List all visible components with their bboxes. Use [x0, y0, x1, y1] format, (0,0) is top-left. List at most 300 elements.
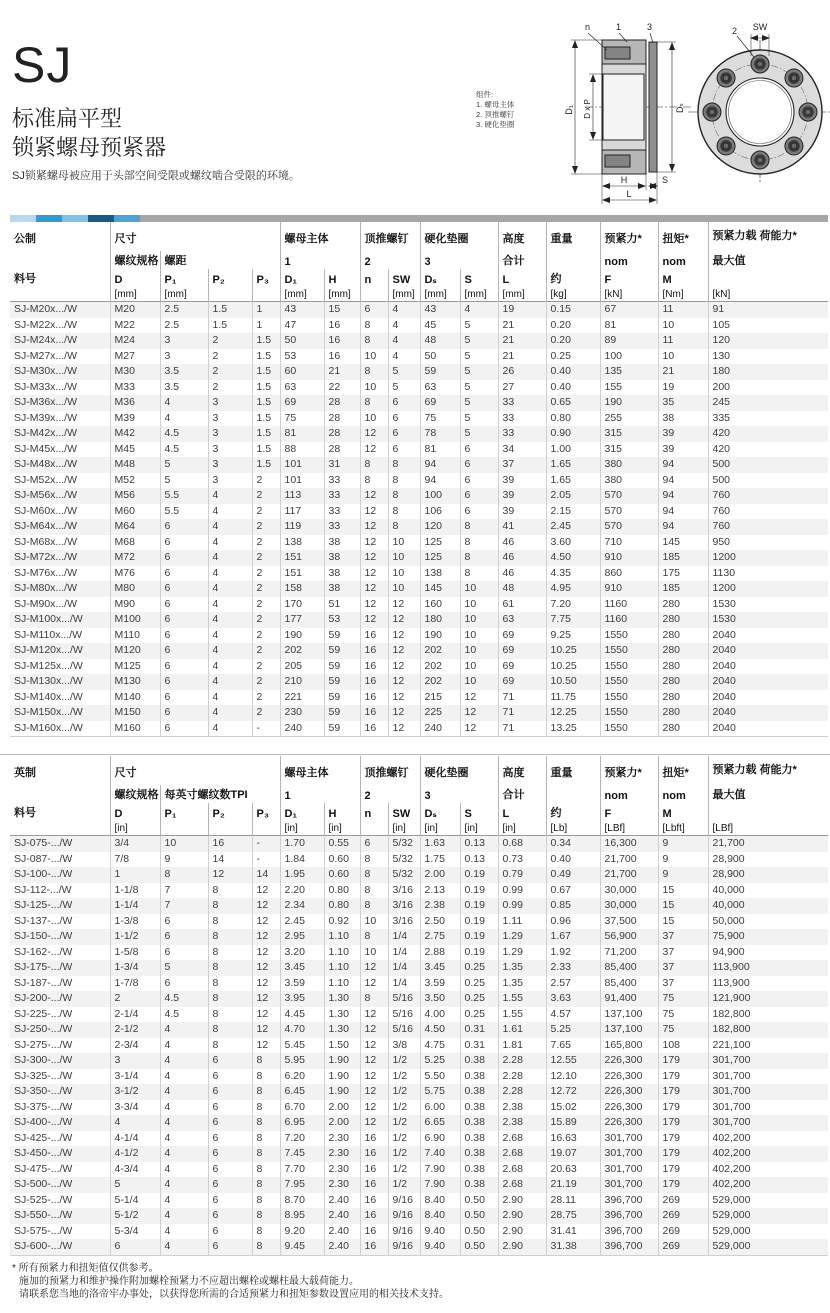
col-D1: D₁ — [280, 269, 324, 287]
table-cell: 1.84 — [280, 852, 324, 868]
cell-partno: SJ-M68x.../W — [14, 535, 78, 548]
table-cell: 12 — [252, 991, 280, 1007]
table-cell: 1-1/2 — [110, 929, 160, 945]
table-cell: M22 — [110, 318, 160, 334]
group-height: 高度 — [498, 756, 546, 785]
table-cell: 4 — [208, 504, 252, 520]
table-cell: 28 — [324, 442, 360, 458]
table-cell: 1.00 — [546, 442, 600, 458]
table-cell: 4 — [160, 1193, 208, 1209]
table-cell: 315 — [600, 442, 658, 458]
sub-total: 合计 — [498, 251, 546, 269]
table-cell: 5 — [160, 457, 208, 473]
subgroup-header-row — [10, 251, 828, 269]
table-cell: 12 — [460, 705, 498, 721]
table-cell: 1130 — [708, 566, 828, 582]
table-cell: 1/2 — [388, 1177, 420, 1193]
table-cell: 2.68 — [498, 1131, 546, 1147]
table-cell: 1.61 — [498, 1022, 546, 1038]
table-cell: 10 — [388, 535, 420, 551]
table-cell: 33 — [498, 426, 546, 442]
table-cell: 1.5 — [252, 364, 280, 380]
table-cell: 190 — [420, 628, 460, 644]
table-cell: 1/2 — [388, 1100, 420, 1116]
label-l: L — [626, 189, 632, 199]
table-cell: 396,700 — [600, 1208, 658, 1224]
table-cell: 301,700 — [708, 1069, 828, 1085]
table-cell: M42 — [110, 426, 160, 442]
legend-title: 组件: — [476, 90, 494, 99]
table-cell: 1.81 — [498, 1038, 546, 1054]
table-cell: 12 — [388, 628, 420, 644]
table-cell: 8 — [360, 867, 388, 883]
table-cell: 10.50 — [546, 674, 600, 690]
table-cell: 130 — [708, 349, 828, 365]
table-cell: 4 — [208, 612, 252, 628]
table-cell: 2.68 — [498, 1162, 546, 1178]
table-cell: 117 — [280, 504, 324, 520]
table-cell: 6 — [460, 473, 498, 489]
table-cell: 12 — [252, 1038, 280, 1054]
table-cell: 71 — [498, 690, 546, 706]
table-cell: 53 — [324, 612, 360, 628]
sub-3: 3 — [420, 785, 498, 803]
cell-partno: SJ-M100x.../W — [14, 613, 83, 625]
table-cell: 1.92 — [546, 945, 600, 961]
cell-partno: SJ-M33x.../W — [14, 380, 78, 393]
table-cell: 12 — [360, 1053, 388, 1069]
table-cell: 1.5 — [252, 426, 280, 442]
table-cell: 1.30 — [324, 1007, 360, 1023]
table-cell: 69 — [498, 643, 546, 659]
table-cell: 2.90 — [498, 1208, 546, 1224]
table-cell: 38 — [324, 581, 360, 597]
table-cell: 9/16 — [388, 1239, 420, 1255]
table-cell: 1.5 — [252, 349, 280, 365]
table-cell: 11 — [658, 302, 708, 318]
table-cell: 6 — [160, 674, 208, 690]
table-cell: 12 — [360, 581, 388, 597]
table-cell: 1.5 — [252, 333, 280, 349]
table-cell: 16 — [360, 1131, 388, 1147]
table-cell: 165,800 — [600, 1038, 658, 1054]
table-cell: 0.19 — [460, 898, 498, 914]
table-cell: 39 — [498, 473, 546, 489]
table-cell: 5 — [388, 380, 420, 396]
table-cell: 301,700 — [600, 1177, 658, 1193]
table-cell: 12 — [360, 566, 388, 582]
table-cell: 101 — [280, 457, 324, 473]
table-cell: 179 — [658, 1100, 708, 1116]
table-cell: 50 — [280, 333, 324, 349]
table-cell: 0.13 — [460, 836, 498, 852]
table-cell: 5 — [460, 380, 498, 396]
table-cell: 3 — [208, 395, 252, 411]
table-cell: 3 — [160, 333, 208, 349]
page-title — [12, 104, 166, 162]
table-cell: 12 — [360, 1115, 388, 1131]
table-cell: 4-1/4 — [110, 1131, 160, 1147]
table-cell: 8.95 — [280, 1208, 324, 1224]
table-cell: 16 — [360, 721, 388, 737]
table-cell: 138 — [280, 535, 324, 551]
table-cell: 12 — [360, 426, 388, 442]
table-cell: 4 — [160, 1162, 208, 1178]
table-cell: M140 — [110, 690, 160, 706]
table-cell: 2.40 — [324, 1224, 360, 1240]
cell-partno: SJ-300-.../W — [14, 1054, 73, 1066]
table-cell: 1.75 — [420, 852, 460, 868]
col-n: n — [360, 803, 388, 821]
table-cell: 3 — [208, 457, 252, 473]
table-cell: 402,200 — [708, 1146, 828, 1162]
table-cell: 6 — [208, 1115, 252, 1131]
table-cell: M150 — [110, 705, 160, 721]
table-cell: 4.5 — [160, 426, 208, 442]
table-cell: 1 — [110, 867, 160, 883]
table-cell: 1.10 — [324, 945, 360, 961]
table-cell: 269 — [658, 1239, 708, 1255]
table-cell: 33 — [324, 504, 360, 520]
table-cell: 0.19 — [460, 929, 498, 945]
cell-partno: SJ-M20x.../W — [14, 303, 78, 315]
cell-partno: SJ-M22x.../W — [14, 318, 78, 331]
table-cell: 5/32 — [388, 852, 420, 868]
table-cell: 2 — [252, 674, 280, 690]
table-cell: 10.25 — [546, 659, 600, 675]
table-cell: 202 — [420, 674, 460, 690]
table-cell: 4 — [160, 395, 208, 411]
table-cell: 1-1/4 — [110, 898, 160, 914]
table-cell: 0.38 — [460, 1084, 498, 1100]
table-cell: 94 — [658, 473, 708, 489]
table-cell: 221 — [280, 690, 324, 706]
table-cell: 100 — [420, 488, 460, 504]
table-row — [10, 690, 828, 706]
table-cell: 6 — [160, 597, 208, 613]
table-cell: 180 — [708, 364, 828, 380]
sub-total: 合计 — [498, 785, 546, 803]
table-cell: M120 — [110, 643, 160, 659]
table-cell: 33 — [324, 488, 360, 504]
table-cell: - — [252, 721, 280, 737]
table-cell: 3/8 — [388, 1038, 420, 1054]
label-sw: SW — [752, 22, 768, 32]
table-cell: 3/16 — [388, 898, 420, 914]
table-cell: 10 — [460, 659, 498, 675]
table-row — [10, 457, 828, 473]
table-cell: 2.30 — [324, 1146, 360, 1162]
table-cell: 12 — [360, 1100, 388, 1116]
table-cell: 3.45 — [420, 960, 460, 976]
table-cell: 16 — [360, 690, 388, 706]
table-cell: 8 — [388, 504, 420, 520]
col-approx: 约 — [546, 803, 600, 821]
page-header — [0, 0, 830, 215]
table-cell: 0.50 — [460, 1193, 498, 1209]
table-cell: 12.55 — [546, 1053, 600, 1069]
table-cell: 1550 — [600, 643, 658, 659]
table-cell: 4 — [388, 349, 420, 365]
table-cell: 4.95 — [546, 581, 600, 597]
table-cell: 4.50 — [420, 1022, 460, 1038]
table-cell: 63 — [498, 612, 546, 628]
cell-partno: SJ-112-.../W — [14, 883, 72, 896]
sub-nom-m: nom — [658, 785, 708, 803]
group-nut-body: 螺母主体 — [280, 222, 360, 251]
table-row — [10, 535, 828, 551]
cell-partno: SJ-175-.../W — [14, 961, 73, 973]
cell-partno: SJ-M160x.../W — [14, 721, 83, 734]
table-cell: 16 — [208, 836, 252, 852]
table-cell: 7.90 — [420, 1162, 460, 1178]
table-cell: 1.30 — [324, 991, 360, 1007]
table-cell: 2.45 — [546, 519, 600, 535]
table-cell: 202 — [420, 643, 460, 659]
table-cell: 16 — [360, 643, 388, 659]
table-cell: 16 — [324, 333, 360, 349]
table-cell: 2.28 — [498, 1053, 546, 1069]
table-cell: 3.20 — [280, 945, 324, 961]
table-row — [10, 960, 828, 976]
table-cell: 10.25 — [546, 643, 600, 659]
table-cell: 1.29 — [498, 945, 546, 961]
table-cell: 8 — [160, 867, 208, 883]
table-cell: 21,700 — [600, 852, 658, 868]
table-cell: 47 — [280, 318, 324, 334]
table-cell: 3.63 — [546, 991, 600, 1007]
table-cell: 2 — [252, 643, 280, 659]
table-cell: 910 — [600, 550, 658, 566]
table-cell: 19 — [658, 380, 708, 396]
table-cell: 71 — [498, 721, 546, 737]
table-row — [10, 473, 828, 489]
cell-partno: SJ-600-.../W — [14, 1240, 73, 1252]
table-cell: 280 — [658, 674, 708, 690]
table-cell: 0.50 — [460, 1239, 498, 1255]
table-cell: 38 — [658, 411, 708, 427]
table-cell: M130 — [110, 674, 160, 690]
table-cell: 0.25 — [460, 991, 498, 1007]
table-cell: 22 — [324, 380, 360, 396]
table-cell: 4 — [160, 1146, 208, 1162]
metric-table-body — [10, 302, 828, 737]
table-cell: 1.63 — [420, 836, 460, 852]
label-ds: Dₛ — [675, 103, 685, 113]
table-cell: 8 — [460, 566, 498, 582]
table-cell: 5.75 — [420, 1084, 460, 1100]
table-row — [10, 721, 828, 737]
table-cell: 0.68 — [498, 836, 546, 852]
cell-partno: SJ-225-.../W — [14, 1007, 73, 1020]
table-cell: 4 — [388, 302, 420, 318]
table-cell: 39 — [658, 426, 708, 442]
table-row — [10, 504, 828, 520]
table-cell: 155 — [600, 380, 658, 396]
col-S: S — [460, 269, 498, 287]
brand-bar-segment — [88, 215, 114, 222]
table-row — [10, 1177, 828, 1193]
table-cell: 21,700 — [600, 867, 658, 883]
table-cell: 2 — [252, 628, 280, 644]
label-s: S — [662, 175, 669, 185]
table-cell: 3/16 — [388, 914, 420, 930]
table-cell: 4 — [160, 1084, 208, 1100]
table-cell: 21 — [498, 333, 546, 349]
table-cell: 15.89 — [546, 1115, 600, 1131]
table-cell: 1-7/8 — [110, 976, 160, 992]
table-cell: 280 — [658, 721, 708, 737]
table-cell: 2.00 — [420, 867, 460, 883]
table-cell: 3 — [208, 411, 252, 427]
table-cell: 46 — [498, 566, 546, 582]
table-cell: 7.20 — [280, 1131, 324, 1147]
col-P3: P₃ — [252, 803, 280, 821]
table-cell: 26 — [498, 364, 546, 380]
table-cell: 8 — [208, 898, 252, 914]
table-cell: 4 — [110, 1115, 160, 1131]
table-row — [10, 333, 828, 349]
table-cell: 89 — [600, 333, 658, 349]
cell-partno: SJ-M120x.../W — [14, 644, 83, 656]
table-cell: 69 — [420, 395, 460, 411]
sub-pitch: 螺距 — [160, 251, 280, 269]
cell-partno: SJ-500-.../W — [14, 1178, 73, 1190]
table-cell: 12 — [208, 867, 252, 883]
table-cell: 12 — [360, 535, 388, 551]
table-cell: 81 — [600, 318, 658, 334]
cell-partno: SJ-162-.../W — [14, 945, 73, 958]
table-cell: 230 — [280, 705, 324, 721]
table-cell: 420 — [708, 426, 828, 442]
col-M: M — [658, 803, 708, 821]
table-cell: 0.31 — [460, 1038, 498, 1054]
table-cell: 85,400 — [600, 960, 658, 976]
table-cell: 8 — [360, 457, 388, 473]
table-cell: 2 — [110, 991, 160, 1007]
table-cell: 8 — [252, 1193, 280, 1209]
table-row — [10, 426, 828, 442]
cell-partno: SJ-M45x.../W — [14, 442, 78, 455]
table-cell: 1-3/4 — [110, 960, 160, 976]
table-cell: 529,000 — [708, 1239, 828, 1255]
table-cell: 8 — [208, 914, 252, 930]
table-cell: 860 — [600, 566, 658, 582]
table-cell: 59 — [324, 674, 360, 690]
table-cell: 45 — [420, 318, 460, 334]
table-row — [10, 945, 828, 961]
table-cell: 221,100 — [708, 1038, 828, 1054]
table-row — [10, 883, 828, 899]
table-cell: 2.57 — [546, 976, 600, 992]
table-row — [10, 1038, 828, 1054]
table-cell: 6 — [160, 628, 208, 644]
table-cell: 12 — [360, 976, 388, 992]
table-cell: 2 — [252, 612, 280, 628]
table-cell: 1/2 — [388, 1115, 420, 1131]
table-cell: 9 — [658, 836, 708, 852]
cell-partno: SJ-M76x.../W — [14, 566, 78, 579]
table-cell: 9/16 — [388, 1224, 420, 1240]
table-row — [10, 380, 828, 396]
table-cell: 8 — [252, 1131, 280, 1147]
col-partno: 料号 — [14, 273, 36, 285]
table-cell: 8 — [208, 960, 252, 976]
table-cell: 81 — [420, 442, 460, 458]
col-SW: SW — [388, 803, 420, 821]
col-approx: 约 — [546, 269, 600, 287]
table-cell: 12 — [360, 442, 388, 458]
table-cell: 160 — [420, 597, 460, 613]
table-cell: 12 — [360, 612, 388, 628]
table-cell: 4 — [388, 333, 420, 349]
table-row — [10, 914, 828, 930]
table-cell: 19 — [498, 302, 546, 318]
table-cell: 3.59 — [280, 976, 324, 992]
table-cell: 2.34 — [280, 898, 324, 914]
table-cell: 570 — [600, 488, 658, 504]
table-cell: 4 — [208, 659, 252, 675]
col-F: F — [600, 803, 658, 821]
table-cell: 1-1/8 — [110, 883, 160, 899]
table-cell: 396,700 — [600, 1239, 658, 1255]
table-cell: 2.28 — [498, 1084, 546, 1100]
table-cell: 0.90 — [546, 426, 600, 442]
table-cell: 8 — [460, 550, 498, 566]
cell-partno: SJ-M60x.../W — [14, 504, 78, 517]
table-cell: 4.35 — [546, 566, 600, 582]
cell-partno: SJ-125-.../W — [14, 899, 73, 911]
cell-partno: SJ-200-.../W — [14, 992, 73, 1004]
table-cell: 240 — [280, 721, 324, 737]
table-cell: 8.40 — [420, 1193, 460, 1209]
table-cell: 1.10 — [324, 960, 360, 976]
table-cell: 37 — [658, 976, 708, 992]
table-cell: 4 — [160, 1100, 208, 1116]
table-cell: 53 — [280, 349, 324, 365]
table-cell: 2 — [252, 581, 280, 597]
table-row — [10, 442, 828, 458]
table-cell: 12 — [388, 597, 420, 613]
table-row — [10, 659, 828, 675]
table-cell: 2.5 — [160, 302, 208, 318]
group-weight: 重量 — [546, 756, 600, 785]
table-cell: 75 — [658, 991, 708, 1007]
table-cell: 0.25 — [460, 976, 498, 992]
table-cell: 94 — [658, 488, 708, 504]
system-label: 公制 — [14, 233, 36, 245]
table-row — [10, 1069, 828, 1085]
table-cell: 4 — [160, 1038, 208, 1054]
table-cell: 10 — [460, 643, 498, 659]
table-cell: 7.20 — [546, 597, 600, 613]
table-cell: 12 — [360, 1069, 388, 1085]
table-cell: 179 — [658, 1053, 708, 1069]
table-cell: 0.19 — [460, 914, 498, 930]
label-h: H — [620, 175, 628, 185]
cell-partno: SJ-425-.../W — [14, 1131, 73, 1144]
table-cell: 21 — [498, 349, 546, 365]
table-cell: 5-3/4 — [110, 1224, 160, 1240]
table-cell: 12 — [360, 504, 388, 520]
table-cell: 11 — [658, 333, 708, 349]
table-cell: 2.38 — [498, 1100, 546, 1116]
table-cell: 0.38 — [460, 1053, 498, 1069]
table-row — [10, 519, 828, 535]
table-cell: 2.30 — [324, 1162, 360, 1178]
table-row — [10, 1224, 828, 1240]
group-size: 尺寸 — [110, 756, 280, 785]
